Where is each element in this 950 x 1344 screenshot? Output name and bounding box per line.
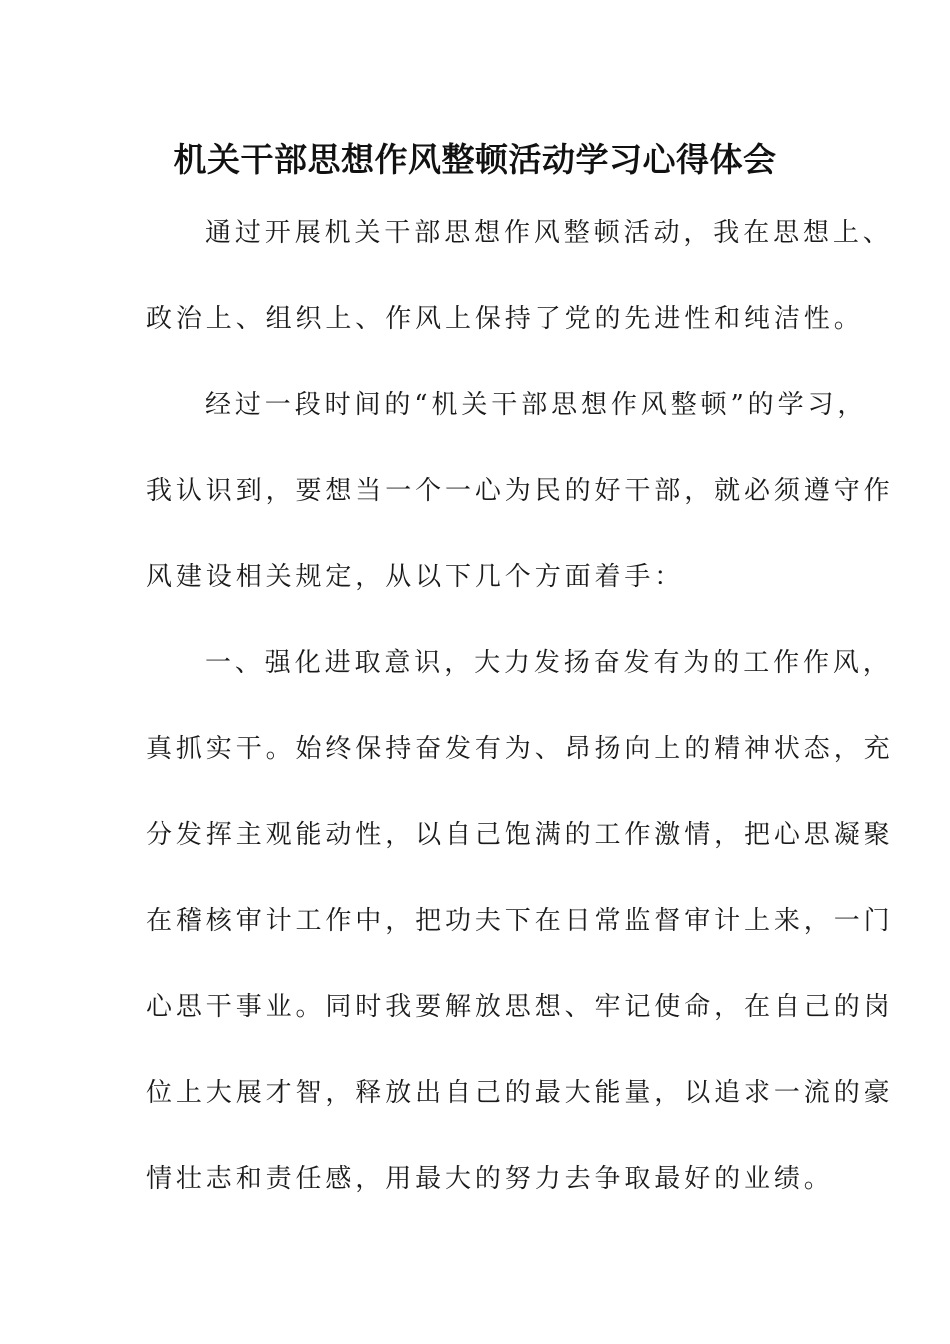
paragraph-3-line-5: 心思干事业。同时我要解放思想、牢记使命，在自己的岗 xyxy=(146,992,894,1022)
paragraph-1-line-2: 政治上、组织上、作风上保持了党的先进性和纯洁性。 xyxy=(146,304,864,334)
paragraph-3-line-4: 在稽核审计工作中，把功夫下在日常监督审计上来，一门 xyxy=(146,906,894,936)
paragraph-3-line-3: 分发挥主观能动性，以自己饱满的工作激情，把心思凝聚 xyxy=(146,820,894,850)
paragraph-3-line-7: 情壮志和责任感，用最大的努力去争取最好的业绩。 xyxy=(146,1164,834,1194)
paragraph-3-line-6: 位上大展才智，释放出自己的最大能量，以追求一流的豪 xyxy=(146,1078,894,1108)
paragraph-2-line-1: 经过一段时间的“机关干部思想作风整顿”的学习， xyxy=(205,390,868,420)
paragraph-2-line-2: 我认识到，要想当一个一心为民的好干部，就必须遵守作 xyxy=(146,476,894,506)
paragraph-3-line-2: 真抓实干。始终保持奋发有为、昂扬向上的精神状态，充 xyxy=(146,734,894,764)
paragraph-2-line-3: 风建设相关规定，从以下几个方面着手： xyxy=(146,562,685,592)
paragraph-1-line-1: 通过开展机关干部思想作风整顿活动，我在思想上、 xyxy=(205,218,893,248)
paragraph-3-line-1: 一、强化进取意识，大力发扬奋发有为的工作作风， xyxy=(205,648,893,678)
document-body xyxy=(146,190,894,1222)
document-title: 机关干部思想作风整顿活动学习心得体会 xyxy=(173,140,777,179)
